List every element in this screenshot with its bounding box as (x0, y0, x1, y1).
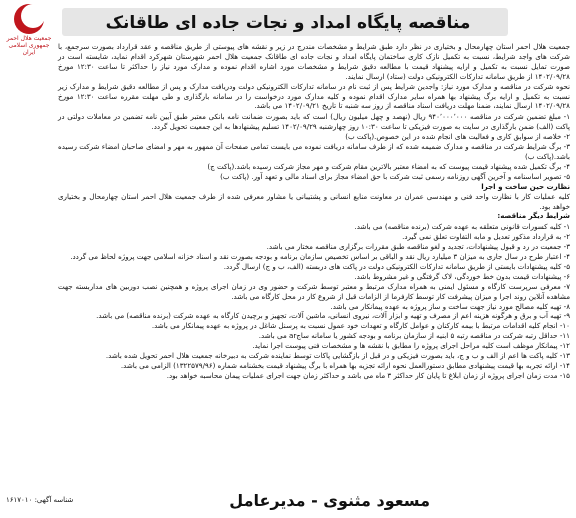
list-item: ۱- کلیه کسورات قانونی متعلقه به عهده شرکت (برنده مناقصه) می باشد. (354, 222, 570, 232)
list-item: ۶- پیشنهادات قیمت بدون خط خوردگی، لاک گرفتگی و غیر مشروط باشد. (354, 271, 570, 281)
list-item: ۱۲- پیمانکار موظف است کلیه مراحل اجرای پروژه را مطابق با نقشه ها و مشخصات فنی پیوست اجرا نماید. (252, 341, 570, 351)
list-item: ۴- اعتبار طرح در سال جاری به میزان ۳ میلیارد ریال نقد و الباقی بر اساس تخصیص سازمان برنامه و بودجه بصورت نقد و اسناد خزانه اسلامی جهت پروژه لحاظ می گردد. (70, 252, 570, 262)
list-item: ۱۴- ارائه تجربه بها قیمت پیشنهادی مطابق دستورالعمل نحوه ارائه تجزیه بها همراه با برگ پیشنهاد قیمت بخشنامه شماره (۱۳۲۲۵۷۹/۹۶) الزامی می باشد. (120, 361, 570, 370)
list-item: ۳- برگ شرایط شرکت در مناقصه و مدارک ضمیمه شده که از طرف سامانه دریافت نموده می بایست تمامی صفحات آن ممهور به مهر و امضای صاحبان امضاء شرکت رسیده باشد.(پاکت ب) (58, 142, 570, 161)
conditions-heading: شرایط دیگر مناقصه: (497, 211, 570, 221)
list-item: ۱۱- حداقل رتبه شرکت در مناقصه رتبه ۵ ابنیه از سازمان برنامه و بودجه کشور یا سامانه ساجar می باشد. (258, 331, 570, 341)
list-item: ۵- کلیه پیشنهادات بایستی از طریق سامانه تدارکات الکترونیکی دولت در پاکت های دربسته (الف، ب و ج) ارسال گردد. (223, 261, 570, 271)
list-item: ۱- مبلغ تضمین شرکت در مناقصه ۹۴۰٬۰۰۰٬۰۰۰ ریال (نهصد و چهل میلیون ریال) است که باید بصورت ضمانت نامه بانکی معتبر طبق آیین نامه تضمین در معاملات دولتی در پاکت (الف) ضمن بارگذاری در سایت به صورت فیزیکی تا ساعت ۱۰:۳۰ روز چهارشنبه ۱۴۰۲/۰۹/۲۹ تسلیم پیشنهادها به این جمعیت تحویل گردد. (58, 112, 570, 132)
red-crescent-logo (4, 2, 54, 54)
supervision-paragraph: کلیه عملیات کار با نظارت واحد فنی و مهندسی عمران در معاونت منابع انسانی و پشتیبانی یا مشاور معرفی شده از طرف جمعیت هلال احمر استان چهارمحال و بختیاری خواهد بود. (58, 191, 570, 211)
ad-id-value: ۱۶۱۷۰۱۰ (6, 496, 33, 504)
conditions-list (58, 222, 570, 381)
ad-id (6, 496, 73, 504)
list-item: ۷- معرفی سرپرست کارگاه و مسئول ایمنی به همراه مدارک مرتبط و معتبر توسط شرکت و حضور وی در زمان اجرای پروژه و همچنین نصب دوربین های مداربسته جهت مشاهده آنلاین روند اجرا و میزان پیشرفت کار توسط کارفرما از الزامات قبل از شروع کار در محل کارگاه می باشد. (58, 281, 570, 301)
list-item: ۲- به قرارداد مذکور تعدیل و مابه التفاوت تعلق نمی گیرد. (402, 232, 570, 242)
list-item: ۱۵- مدت زمان اجرای پروژه از زمان ابلاغ تا پایان کار حداکثر ۳ ماه می باشد و حداکثر زمان جهت اجرای عملیات پیمان محاسبه خواهد بود. (166, 370, 570, 380)
page-title: مناقصه پایگاه امداد و نجات جاده ای طاقانک (105, 13, 471, 33)
process-paragraph: نحوه شرکت در مناقصه و مدارک مورد نیاز: واجدین شرایط پس از ثبت نام در سامانه تدارکات الکترونیکی دولت ودریافت مدارک و پس از مطالعه دقیق شرایط و مدارک زیر نسبت به تکمیل و ارایه برگ پیشنهاد بها همراه سایر مدارک اقدام نموده و کلیه مدارک مورد درخواست را در سامانه بارگذاری و طی مهلت مقرره ساعت ۱۲:۳۰ مورخ ۱۴۰۲/۰۹/۲۸ ارسال نمایند، ضمنا مهلت دریافت اسناد مناقصه از روز سه شنبه تا تاریخ ۱۴۰۲/۰۹/۲۱ می باشد. (58, 81, 570, 111)
intro-paragraph: جمعیت هلال احمر استان چهارمحال و بختیاری در نظر دارد طبق شرایط و مشخصات مندرج در زیر و نقشه های پیوستی از طریق مناقصه و عقد قرارداد بصورت سرجمع، با شرکت های واجد شرایط، نسبت به تکمیل نازک کاری ساختمان پایگاه امداد و نجات جاده ای طاقانک جمعیت هلال احمر شهرستان شهرکرد اقدام نماید، شایسته است در صورت تمایل نسبت به تکمیل و ارایه پیشنهاد قیمت با مطالعه دقیق شرایط و مشخصات مورد اشاره اقدام نموده و مدارک مورد نیاز را حداکثر تا ساعت ۱۲:۳۰ مورخ ۱۴۰۲/۰۹/۲۸ از طریق سامانه تدارکات الکترونیکی دولت (ستاد) ارسال نمایند. (58, 42, 570, 81)
requirements-list (58, 112, 570, 181)
list-item: ۹- تهیه آب و برق و هرگونه هزینه اعم از مصرف و تهیه و ابزار آلات، نیروی انسانی، ماشین آلات، تجهیز و برچیدن کارگاه به عهده شرکت (برنده مناقصه) می باشد. (96, 311, 570, 321)
list-item: ۲- خلاصه از سوابق کاری و فعالیت های انجام شده در این خصوص.(پاکت ب) (345, 132, 570, 142)
header (6, 4, 570, 42)
logo-caption: جمعیت هلال احمر (6, 35, 52, 42)
list-item: ۵- تصویر اساسنامه و آخرین آگهی روزنامه رسمی ثبت شرکت با حق امضاء مجاز برای اسناد مالی و تعهد آور. (پاکت ب) (220, 171, 570, 181)
notice-body (6, 42, 570, 381)
list-item: ۴- برگ تکمیل شده پیشنهاد قیمت پیوست که به امضاء معتبر بالاترین مقام شرکت و مهر مجاز شرکت رسیده باشد.(پاکت ج) (207, 161, 570, 171)
red-crescent-icon (12, 2, 46, 36)
ad-id-label: شناسه آگهی: (34, 496, 74, 504)
logo-caption-2: جمهوری اسلامی ایران (8, 41, 50, 56)
footer (6, 486, 570, 514)
list-item: ۳- جمعیت در رد و قبول پیشنهادات، تجدید و لغو مناقصه طبق مقررات برگزاری مناقصه مختار می باشد. (266, 242, 570, 252)
list-item: ۱۰- انجام کلیه اقدامات مرتبط با بیمه کارکنان و عوامل کارگاه و تعهدات خود عمول نسبت به پرسنل شاغل در پروژه به عهده پیمانکار می باشد. (151, 321, 570, 331)
list-item: ۱۳- کلیه پاکت ها اعم از الف و ب و ج، باید بصورت فیزیکی و در قبل از بازگشایی پاکات توسط نماینده شرکت به دبیرخانه جمعیت هلال احمر تحویل شده باشد. (105, 351, 570, 361)
signature: مسعود مثنوی - مدیرعامل (229, 490, 430, 510)
list-item: ۸- تهیه کلیه مصالح مورد نیاز جهت ساخت و ساز پروژه به عهده پیمانکار می باشد. (330, 301, 570, 311)
supervision-heading: نظارت حین ساخت و اجرا (481, 181, 570, 191)
